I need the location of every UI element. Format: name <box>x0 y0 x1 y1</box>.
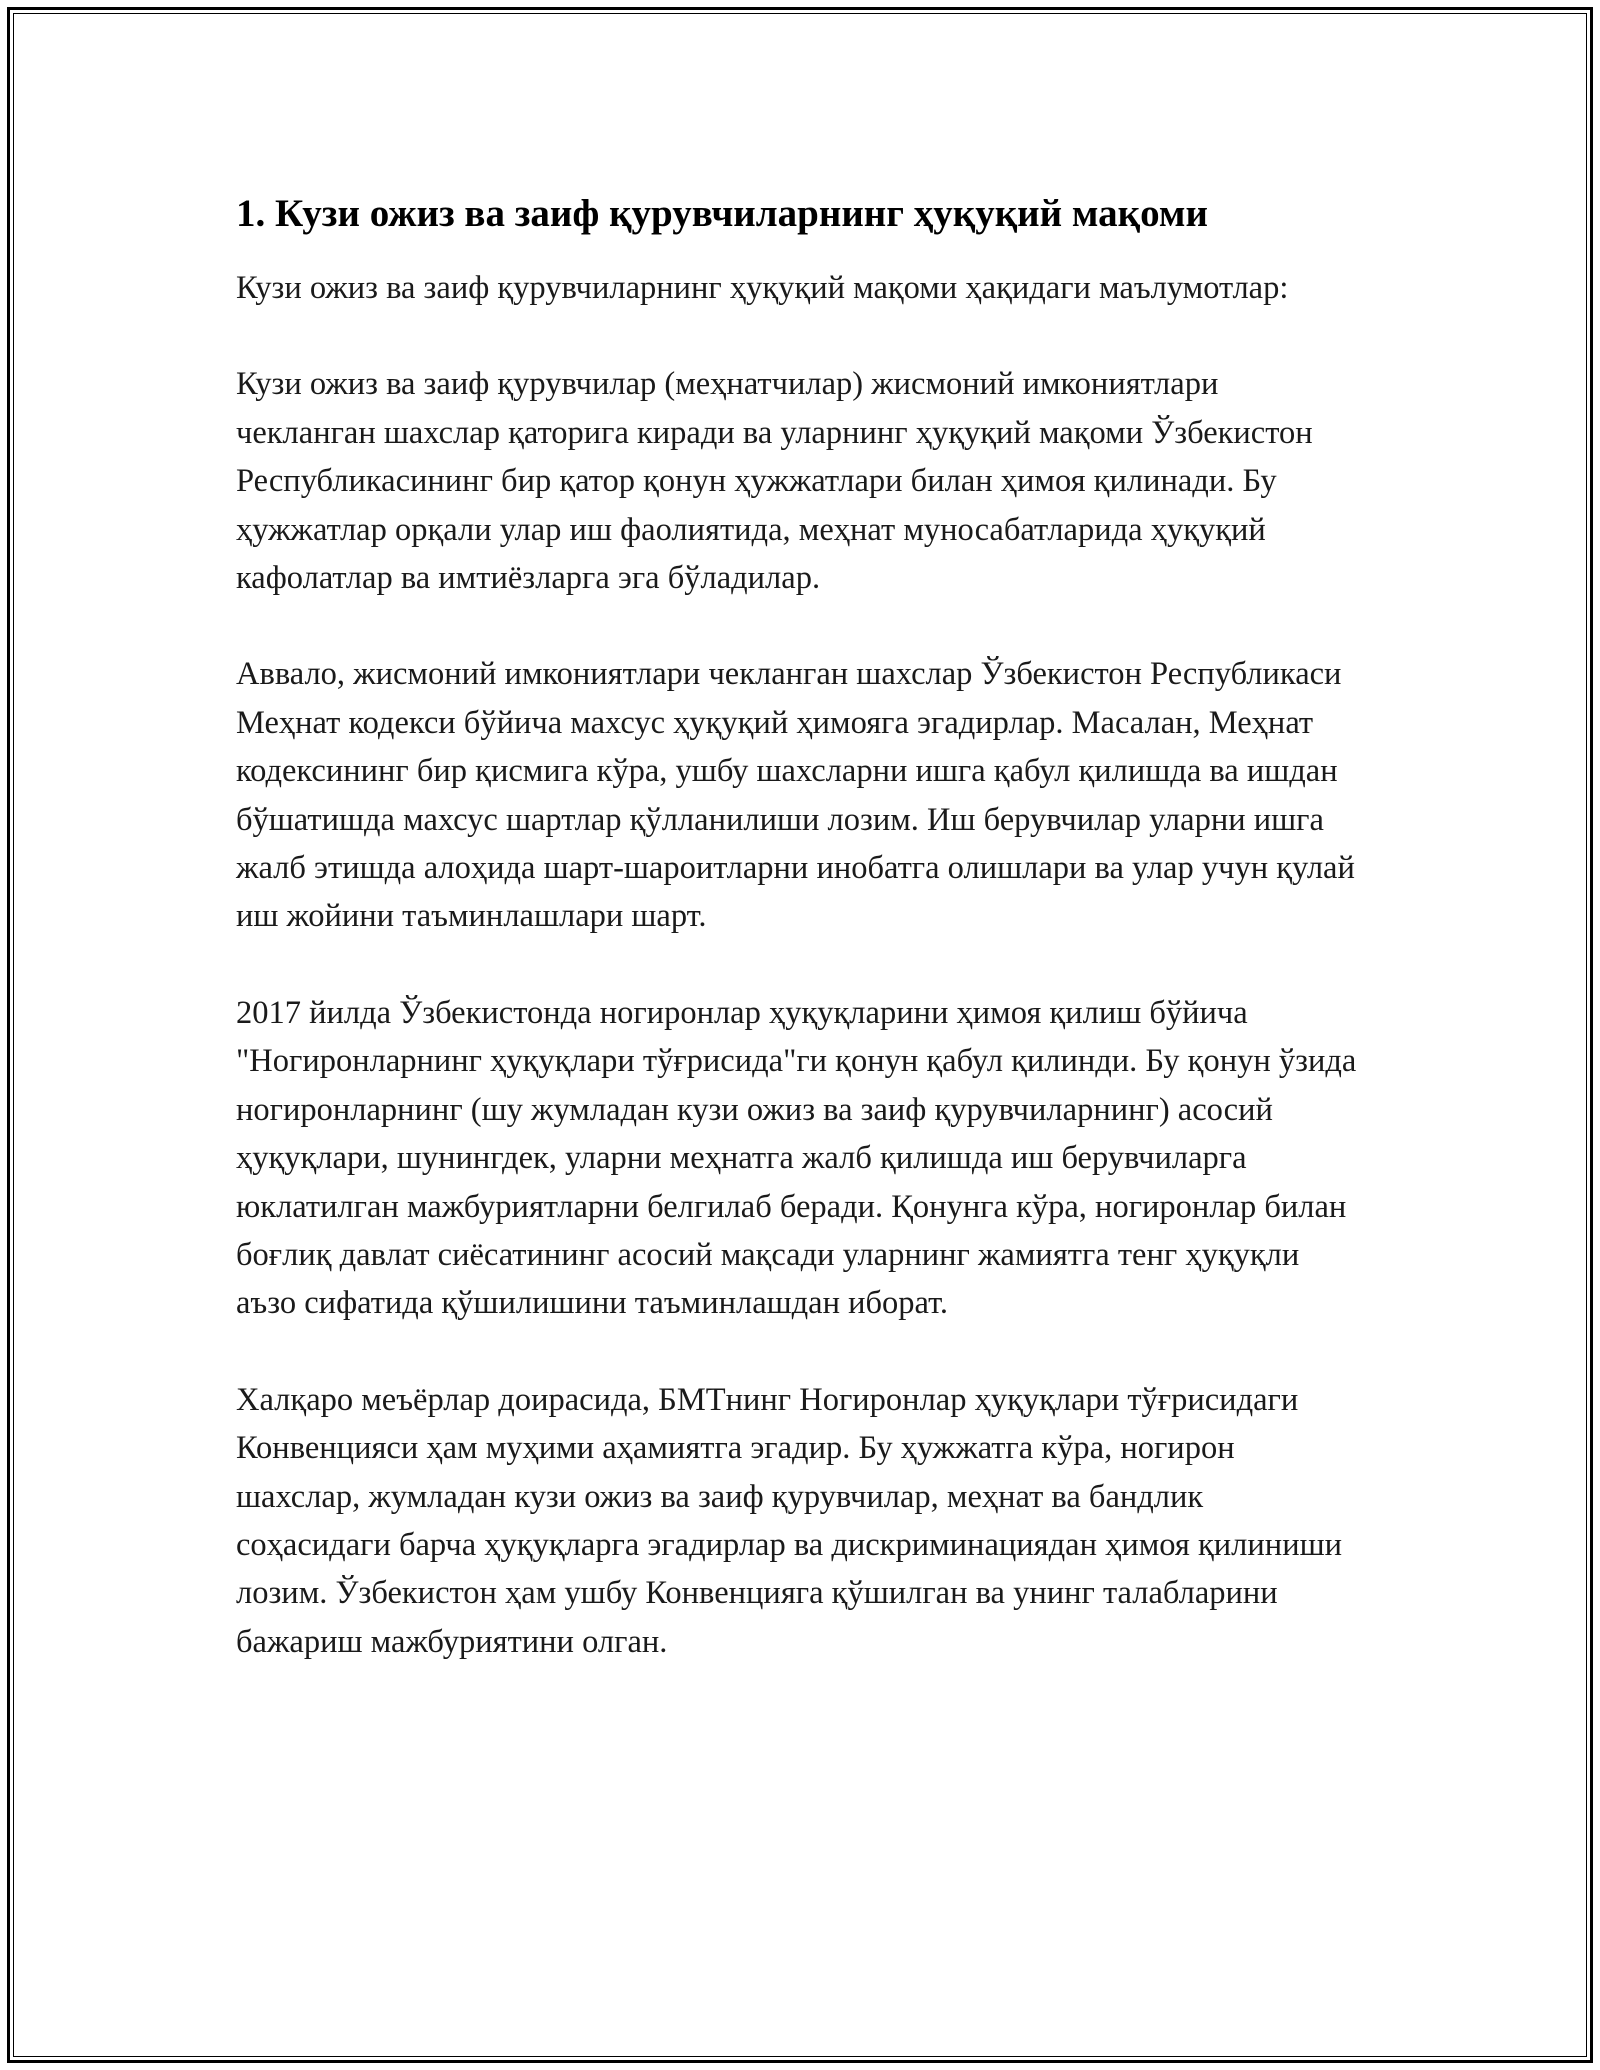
paragraph-legal-status: Кузи ожиз ва заиф қурувчилар (меҳнатчилар) жисмоний имкониятлари чекланган шахслар қаторига киради ва уларнинг ҳуқуқий мақоми Ўзбекистон Республикасининг бир қатор қонун ҳужжатлари билан ҳимоя қилинади. Бу ҳужжатлар орқали улар иш фаолиятида, меҳнат муносабатларида ҳуқуқий кафолатлар ва имтиёзларга эга бўладилар. <box>236 366 1313 597</box>
paragraph-intro: Кузи ожиз ва заиф қурувчиларнинг ҳуқуқий мақоми ҳақидаги маълумотлар: <box>236 270 1289 306</box>
paragraph-2017-law: 2017 йилда Ўзбекистонда ногиронлар ҳуқуқларини ҳимоя қилиш бўйича "Ногиронларнинг ҳуқуқлари тўғрисида"ги қонун қабул қилинди. Бу қонун ўзида ногиронларнинг (шу жумладан кузи ожиз ва заиф қурувчиларнинг) асосий ҳуқуқлари, шунингдек, уларни меҳнатга жалб қилишда иш берувчиларга юклатилган мажбуриятларни белгилаб беради. Қонунга кўра, ногиронлар билан боғлиқ давлат сиёсатининг асосий мақсади уларнинг жамиятга тенг ҳуқуқли аъзо сифатида қўшилишини таъминлашдан иборат. <box>236 994 1357 1322</box>
paragraph-labor-code: Аввало, жисмоний имкониятлари чекланган шахслар Ўзбекистон Республикаси Меҳнат кодекси бўйича махсус ҳуқуқий ҳимояга эгадирлар. Масалан, Меҳнат кодексининг бир қисмига кўра, ушбу шахсларни ишга қабул қилишда ва ишдан бўшатишда махсус шартлар қўлланилиши лозим. Иш берувчилар уларни ишга жалб этишда алоҳида шарт-шароитларни инобатга олишлари ва улар учун қулай иш жойини таъминлашлари шарт. <box>236 656 1355 935</box>
paragraph-un-convention: Халқаро меъёрлар доирасида, БМТнинг Ногиронлар ҳуқуқлари тўғрисидаги Конвенцияси ҳам муҳими аҳамиятга эгадир. Бу ҳужжатга кўра, ногирон шахслар, жумладан кузи ожиз ва заиф қурувчилар, меҳнат ва бандлик соҳасидаги барча ҳуқуқларга эгадирлар ва дискриминациядан ҳимоя қилиниши лозим. Ўзбекистон ҳам ушбу Конвенцияга қўшилган ва унинг талабларини бажариш мажбуриятини олган. <box>236 1381 1342 1660</box>
document-body <box>236 186 1366 1714</box>
document-title: 1. Кузи ожиз ва заиф қурувчиларнинг ҳуқуқий мақоми <box>236 192 1208 235</box>
